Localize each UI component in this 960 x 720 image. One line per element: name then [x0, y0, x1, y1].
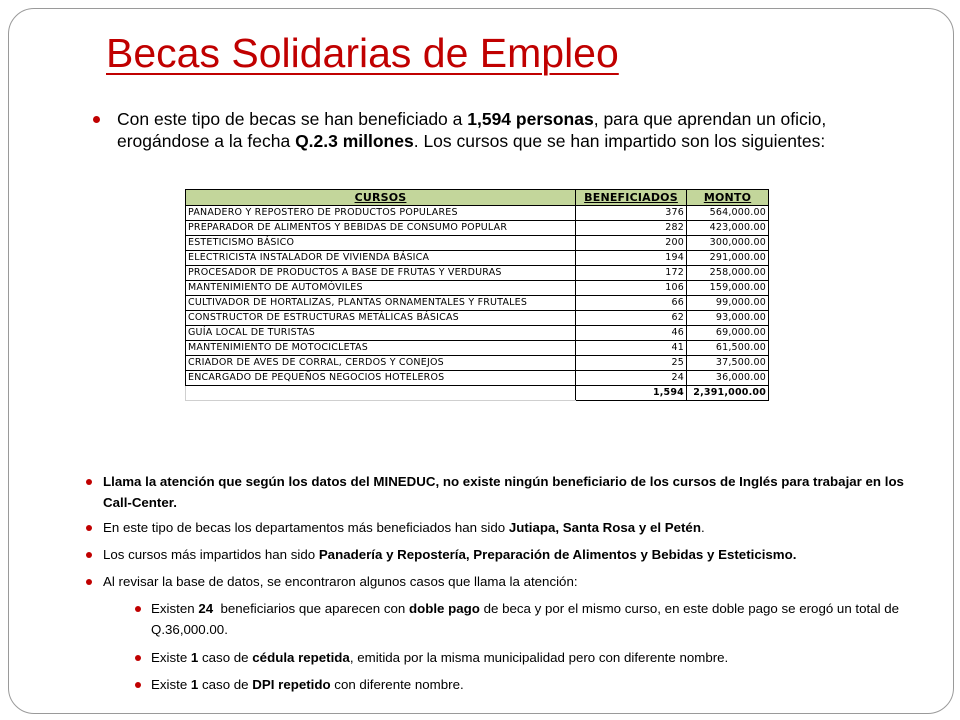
sub-bullet-highlight: 1 — [190, 650, 199, 665]
cell-monto: 36,000.00 — [687, 371, 769, 386]
sub-bullet-highlight: doble pago — [409, 601, 480, 616]
cell-curso: ENCARGADO DE PEQUEÑOS NEGOCIOS HOTELEROS — [186, 371, 576, 386]
cell-monto: 99,000.00 — [687, 296, 769, 311]
cell-beneficiados: 41 — [576, 341, 687, 356]
sub-bullet-dpi — [151, 674, 911, 695]
cell-monto: 291,000.00 — [687, 251, 769, 266]
table-row — [186, 371, 769, 386]
sub-bullet-text: con diferente nombre. — [330, 677, 464, 692]
cell-beneficiados: 282 — [576, 221, 687, 236]
table-row — [186, 281, 769, 296]
table-row — [186, 221, 769, 236]
cell-monto: 37,500.00 — [687, 356, 769, 371]
sub-bullet-dot — [135, 606, 141, 612]
sub-bullet-text: beneficiarios que aparecen con — [213, 601, 409, 616]
cell-curso: ELECTRICISTA INSTALADOR DE VIVIENDA BÁSICA — [186, 251, 576, 266]
bullet-dot — [86, 552, 92, 558]
cell-beneficiados: 66 — [576, 296, 687, 311]
table-row — [186, 206, 769, 221]
sub-bullet-highlight: cédula repetida — [252, 650, 350, 665]
total-blank-cell — [186, 386, 576, 401]
sub-bullet-text: , emitida por la misma municipalidad pero con diferente nombre. — [349, 650, 729, 665]
cell-curso: CULTIVADOR DE HORTALIZAS, PLANTAS ORNAMENTALES Y FRUTALES — [186, 296, 576, 311]
cell-curso: MANTENIMIENTO DE AUTOMÓVILES — [186, 281, 576, 296]
cell-monto: 300,000.00 — [687, 236, 769, 251]
cell-curso: PROCESADOR DE PRODUCTOS A BASE DE FRUTAS Y VERDURAS — [186, 266, 576, 281]
intro-paragraph — [117, 108, 917, 152]
cell-beneficiados: 25 — [576, 356, 687, 371]
table-row — [186, 356, 769, 371]
intro-text: , para que aprendan un oficio, erogándose a la fecha — [117, 109, 827, 151]
table-row — [186, 236, 769, 251]
intro-highlight-personas: 1,594 personas — [467, 109, 594, 129]
total-monto: 2,391,000.00 — [687, 386, 769, 401]
intro-text: Con este tipo de becas se han beneficiado a — [117, 109, 468, 129]
cell-curso: GUÍA LOCAL DE TURISTAS — [186, 326, 576, 341]
cell-curso: PREPARADOR DE ALIMENTOS Y BEBIDAS DE CONSUMO POPULAR — [186, 221, 576, 236]
sub-bullet-text: caso de — [198, 677, 253, 692]
bullet-text: Los cursos más impartidos han sido — [103, 547, 319, 562]
bullet-text: Al revisar la base de datos, se encontraron algunos casos que llama la atención: — [103, 574, 578, 589]
bullet-text: . — [700, 520, 705, 535]
sub-bullet-dot — [135, 655, 141, 661]
bullet-highlight: Panadería y Repostería, Preparación de Alimentos y Bebidas y Esteticismo. — [318, 547, 797, 562]
slide-title: Becas Solidarias de Empleo — [106, 30, 619, 76]
sub-bullet-highlight: 24 — [198, 601, 214, 616]
table-total-row — [186, 386, 769, 401]
cell-beneficiados: 62 — [576, 311, 687, 326]
bullet-highlight: Jutiapa, Santa Rosa y el Petén — [508, 520, 701, 535]
cell-monto: 423,000.00 — [687, 221, 769, 236]
header-cursos: CURSOS — [186, 190, 576, 206]
header-beneficiados: BENEFICIADOS — [576, 190, 687, 206]
cell-curso: CRIADOR DE AVES DE CORRAL, CERDOS Y CONEJOS — [186, 356, 576, 371]
sub-bullet-highlight: DPI repetido — [252, 677, 331, 692]
bullet-dot — [86, 579, 92, 585]
total-beneficiados: 1,594 — [576, 386, 687, 401]
courses-table — [185, 189, 769, 401]
table-row — [186, 251, 769, 266]
cell-monto: 93,000.00 — [687, 311, 769, 326]
cell-curso: MANTENIMIENTO DE MOTOCICLETAS — [186, 341, 576, 356]
cell-beneficiados: 46 — [576, 326, 687, 341]
bullet-departamentos — [103, 517, 911, 538]
sub-bullet-text: caso de — [198, 650, 253, 665]
header-monto: MONTO — [687, 190, 769, 206]
bullet-dot — [86, 525, 92, 531]
cell-monto: 258,000.00 — [687, 266, 769, 281]
cell-beneficiados: 24 — [576, 371, 687, 386]
cell-monto: 564,000.00 — [687, 206, 769, 221]
cell-beneficiados: 172 — [576, 266, 687, 281]
sub-bullet-cedula — [151, 647, 911, 668]
sub-bullet-doble-pago — [151, 598, 911, 640]
table-header-row — [186, 190, 769, 206]
intro-highlight-amount: Q.2.3 millones — [295, 131, 414, 151]
sub-bullet-text: Existe — [151, 677, 191, 692]
cell-beneficiados: 200 — [576, 236, 687, 251]
sub-bullet-text: Existe — [151, 650, 191, 665]
sub-bullet-text: de beca y por el mismo curso, en este doble pago se erogó un total de Q.36,000.00. — [151, 601, 900, 637]
cell-beneficiados: 376 — [576, 206, 687, 221]
cell-curso: CONSTRUCTOR DE ESTRUCTURAS METÁLICAS BÁSICAS — [186, 311, 576, 326]
cell-curso: ESTETICISMO BÁSICO — [186, 236, 576, 251]
bullet-text: En este tipo de becas los departamentos más beneficiados han sido — [103, 520, 509, 535]
cell-beneficiados: 106 — [576, 281, 687, 296]
bullet-text: Llama la atención que según los datos del MINEDUC, no existe ningún beneficiario de los cursos de Inglés para trabajar en los Call-Center. — [103, 474, 904, 510]
sub-bullet-dot — [135, 682, 141, 688]
bullet-mineduc — [103, 471, 911, 513]
bullet-dot — [86, 479, 92, 485]
cell-beneficiados: 194 — [576, 251, 687, 266]
cell-curso: PANADERO Y REPOSTERO DE PRODUCTOS POPULARES — [186, 206, 576, 221]
intro-text: . Los cursos que se han impartido son los siguientes: — [413, 131, 826, 151]
table-row — [186, 311, 769, 326]
bullet-base-datos — [103, 571, 911, 592]
sub-bullet-text: Existen — [151, 601, 199, 616]
table-row — [186, 326, 769, 341]
bullet-dot — [93, 116, 100, 123]
table-row — [186, 266, 769, 281]
cell-monto: 69,000.00 — [687, 326, 769, 341]
table-row — [186, 296, 769, 311]
bullet-cursos-impartidos — [103, 544, 911, 565]
cell-monto: 61,500.00 — [687, 341, 769, 356]
table-row — [186, 341, 769, 356]
cell-monto: 159,000.00 — [687, 281, 769, 296]
sub-bullet-highlight: 1 — [190, 677, 199, 692]
